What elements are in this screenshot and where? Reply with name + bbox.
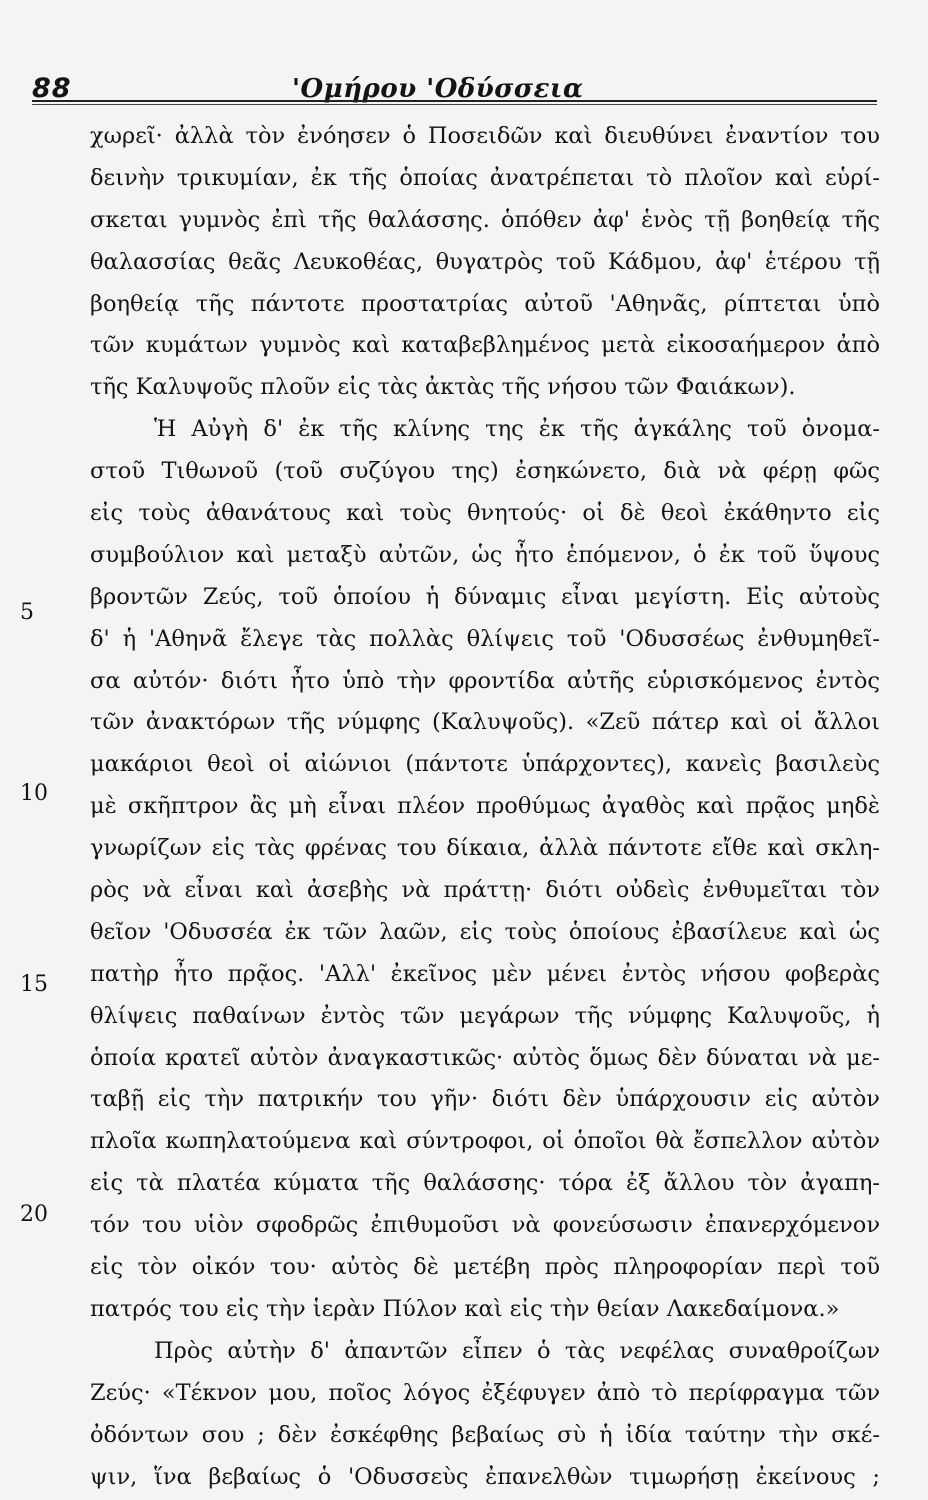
text-line: Ζεύς· «Τέκνον μου, ποῖος λόγος ἐξέφυγεν ἀπὸ τὸ περίφραγμα τῶν <box>90 1379 880 1406</box>
text-line: συμβούλιον καὶ μεταξὺ αὐτῶν, ὡς ἦτο ἑπόμενον, ὁ ἐκ τοῦ ὕψους <box>90 541 880 568</box>
text-line: ψιν, ἵνα βεβαίως ὁ 'Οδυσσεὺς ἐπανελθὼν τιμωρήσῃ ἐκείνους ; <box>90 1463 880 1490</box>
line-number-5: 5 <box>20 600 34 625</box>
text-line: τῆς Καλυψοῦς πλοῦν εἰς τὰς ἀκτὰς τῆς νήσου τῶν Φαιάκων). <box>90 374 796 401</box>
page-number: 88 <box>32 73 72 104</box>
line-number-10: 10 <box>20 781 48 806</box>
text-line: τῶν ἀνακτόρων τῆς νύμφης (Καλυψοῦς). «Ζεῦ πάτερ καὶ οἱ ἄλλοι <box>90 709 880 736</box>
text-line: πατρός του εἰς τὴν ἱερὰν Πύλον καὶ εἰς τὴν θείαν Λακεδαίμονα.» <box>90 1295 840 1322</box>
text-line: ὁποία κρατεῖ αὐτὸν ἀναγκαστικῶς· αὐτὸς ὅμως δὲν δύναται νὰ με- <box>90 1044 880 1071</box>
text-line: ὀδόντων σου ; δὲν ἐσκέφθης βεβαίως σὺ ἡ ἰδία ταύτην τὴν σκέ- <box>90 1421 880 1448</box>
header-rule-thin <box>32 104 877 105</box>
text-line: εἰς τοὺς ἀθανάτους καὶ τοὺς θνητούς· οἱ δὲ θεοὶ ἐκάθηντο εἰς <box>90 500 880 527</box>
paragraph-start: Πρὸς αὐτὴν δ' ἀπαντῶν εἶπεν ὁ τὰς νεφέλας συναθροίζων <box>154 1337 880 1364</box>
text-line: πλοῖα κωπηλατούμενα καὶ σύντροφοι, οἱ ὁποῖοι θὰ ἔσπελλον αὐτὸν <box>90 1128 880 1155</box>
text-line: μὲ σκῆπτρον ἂς μὴ εἶναι πλέον προθύμως ἀγαθὸς καὶ πρᾷος μηδὲ <box>90 793 880 820</box>
header-rule <box>32 100 877 102</box>
line-number-20: 20 <box>20 1202 48 1227</box>
text-line: σα αὐτόν· διότι ἦτο ὑπὸ τὴν φροντίδα αὐτῆς εὑρισκόμενος ἐντὸς <box>90 667 880 694</box>
text-line: πατὴρ ἦτο πρᾷος. 'Αλλ' ἐκεῖνος μὲν μένει ἐντὸς νήσου φοβερὰς <box>90 960 880 987</box>
text-line: θεῖον 'Οδυσσέα ἐκ τῶν λαῶν, εἰς τοὺς ὁποίους ἐβασίλευε καὶ ὡς <box>90 918 880 945</box>
text-line: τῶν κυμάτων γυμνὸς καὶ καταβεβλημένος μετὰ εἰκοσαήμερον ἀπὸ <box>90 332 880 359</box>
text-line: τόν του υἱὸν σφοδρῶς ἐπιθυμοῦσι νὰ φονεύσωσιν ἐπανερχόμενον <box>90 1212 880 1239</box>
text-line: δ' ἡ 'Αθηνᾶ ἔλεγε τὰς πολλὰς θλίψεις τοῦ 'Οδυσσέως ἐνθυμηθεῖ- <box>90 625 880 652</box>
text-line: χωρεῖ· ἀλλὰ τὸν ἐνόησεν ὁ Ποσειδῶν καὶ διευθύνει ἐναντίον του <box>90 123 880 149</box>
body-text <box>90 116 880 1498</box>
text-line: στοῦ Τιθωνοῦ (τοῦ συζύγου της) ἐσηκώνετο, διὰ νὰ φέρῃ φῶς <box>90 458 880 485</box>
text-line: ταβῇ εἰς τὴν πατρικήν του γῆν· διότι δὲν ὑπάρχουσιν εἰς αὐτὸν <box>90 1086 880 1113</box>
text-line: εἰς τὸν οἰκόν του· αὐτὸς δὲ μετέβη πρὸς πληροφορίαν περὶ τοῦ <box>90 1254 880 1281</box>
paragraph-start: Ἡ Αὐγὴ δ' ἐκ τῆς κλίνης της ἐκ τῆς ἀγκάλης τοῦ ὀνομα- <box>154 416 880 443</box>
text-line: γνωρίζων εἰς τὰς φρένας του δίκαια, ἀλλὰ πάντοτε εἴθε καὶ σκλη- <box>90 835 880 862</box>
text-line: ρὸς νὰ εἶναι καὶ ἀσεβὴς νὰ πράττῃ· διότι οὐδεὶς ἐνθυμεῖται τὸν <box>90 877 880 904</box>
text-line: δεινὴν τρικυμίαν, ἐκ τῆς ὁποίας ἀνατρέπεται τὸ πλοῖον καὶ εὑρί- <box>90 164 880 191</box>
text-line: μακάριοι θεοὶ οἱ αἰώνιοι (πάντοτε ὑπάρχοντες), κανεὶς βασιλεὺς <box>90 751 880 778</box>
text-line: σκεται γυμνὸς ἐπὶ τῆς θαλάσσης. ὁπόθεν ἀφ' ἑνὸς τῇ βοηθείᾳ τῆς <box>90 206 880 233</box>
text-line: βροντῶν Ζεύς, τοῦ ὁποίου ἡ δύναμις εἶναι μεγίστη. Εἰς αὐτοὺς <box>90 583 880 610</box>
text-line: θαλασσίας θεᾶς Λευκοθέας, θυγατρὸς τοῦ Κάδμου, ἀφ' ἑτέρου τῇ <box>90 248 880 275</box>
line-number-15: 15 <box>20 972 48 997</box>
page-header <box>0 74 928 114</box>
text-line: εἰς τὰ πλατέα κύματα τῆς θαλάσσης· τόρα ἐξ ἄλλου τὸν ἀγαπη- <box>90 1170 880 1197</box>
running-title: 'Ομήρου 'Οδύσσεια <box>292 74 584 104</box>
text-line: βοηθείᾳ τῆς πάντοτε προστατρίας αὐτοῦ 'Αθηνᾶς, ρίπτεται ὑπὸ <box>90 290 880 317</box>
text-line: θλίψεις παθαίνων ἐντὸς τῶν μεγάρων τῆς νύμφης Καλυψοῦς, ἡ <box>90 1002 880 1029</box>
